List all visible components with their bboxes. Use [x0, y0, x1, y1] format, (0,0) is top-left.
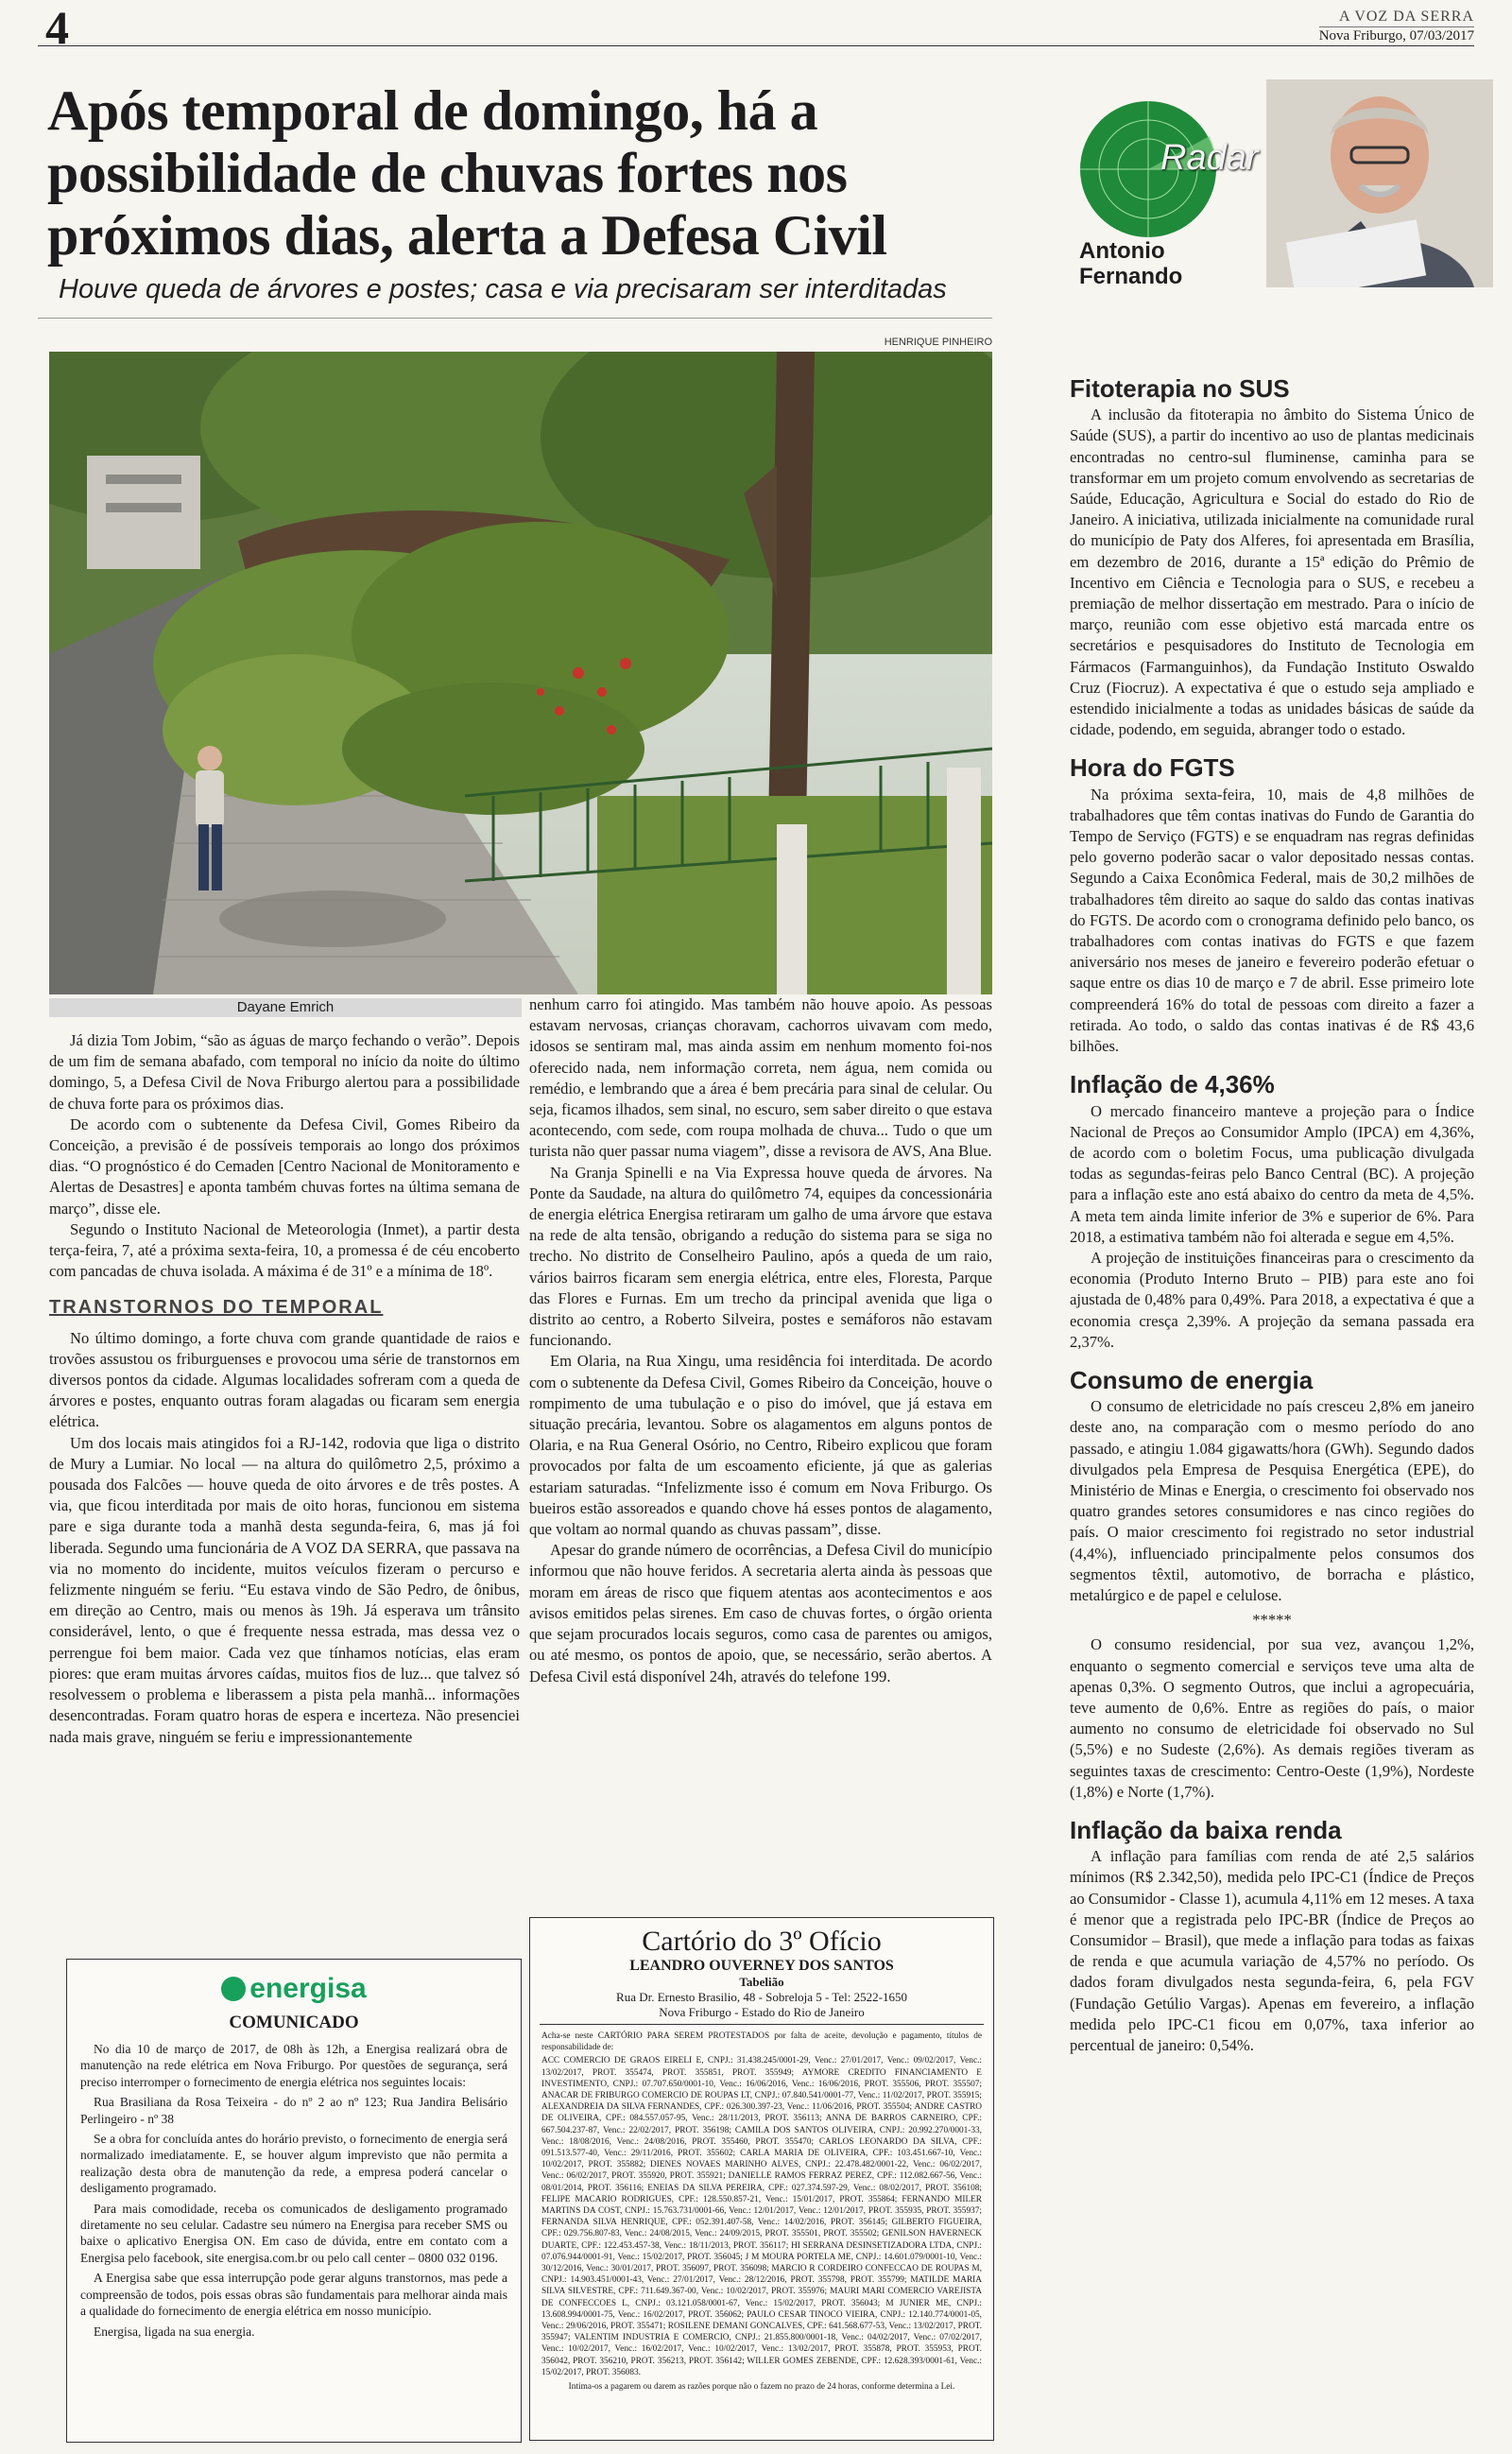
paragraph: Um dos locais mais atingidos foi a RJ-142, rodovia que liga o distrito de Mury a Lumiar. No local — na altura do quilômetro 2,5, próximo a pousada dos Falcões — houve queda de oito árvores e de três postes. A via, que ficou interditada por mais de oito horas, funcionou em sistema pare e siga durante toda a manhã desta segunda-feira, 6, mas já foi liberada. Segundo uma funcionária de A VOZ DA SERRA, que passava na via no momento do incidente, muitos veículos fizeram o percurso e felizmente ninguém se feriu. “Eu estava vindo de São Pedro, de ônibus, em direção ao Centro, mais ou menos às 19h. Já esperava um trânsito considerável, lento, o que é frequente nessa estrada, mas dessa vez o perrengue foi bem maior. Cada vez que tínhamos notícias, elas eram piores: que eram muitas árvores caídas, muitos fios de luz... que talvez só resolvessem o problema e liberassem a pista pela manhã... informações desencontradas. Foram quatro horas de espera e incerteza. Não presenciei nada mais grave, ninguém se feriu e impressionantemente	[49, 1433, 520, 1746]
masthead-title: A VOZ DA SERRA	[1319, 8, 1474, 27]
article-headline: Após temporal de domingo, há a possibilidade de chuvas fortes nos próximos dias, alerta a Defesa Civil	[47, 79, 887, 267]
paragraph: Já dizia Tom Jobim, “são as águas de março fechando o verão”. Depois de um fim de semana abafado, com temporal no início da noite do último domingo, 5, a Defesa Civil de Nova Friburgo alertou para a possibilidade de chuva forte para os próximos dias.	[49, 1031, 520, 1113]
section-separator: *****	[1252, 1611, 1292, 1630]
radar-logo-text: Radar	[1160, 138, 1259, 178]
paragraph: O mercado financeiro manteve a projeção para o Índice Nacional de Preços ao Consumidor Amplo (IPCA) em 4,36%, de acordo com o boletim Focus, uma publicação divulgada todas as segundas-feiras pelo Banco Central (BC). A projeção para a inflação este ano está abaixo do centro da meta de 4,5%. A meta tem ainda limite inferior de 3% e superior de 6%. Para 2018, a estimativa também não foi alterada e segue em 4,5%.	[1070, 1101, 1474, 1246]
article-subhead: Houve queda de árvores e postes; casa e via precisaram ser interditadas	[59, 274, 947, 304]
cartorio-intro: Acha-se neste CARTÓRIO PARA SEREM PROTESTADOS por falta de aceite, devolução e pagamento, títulos de responsabilidade de:	[541, 2031, 982, 2053]
cartorio-city: Nova Friburgo - Estado do Rio de Janeiro	[540, 2005, 984, 2025]
masthead-date: Nova Friburgo, 07/03/2017	[1318, 28, 1474, 43]
column-author: Antonio Fernando	[1079, 238, 1183, 289]
article-column-2	[529, 994, 992, 1687]
paragraph: O consumo residencial, por sua vez, avançou 1,2%, enquanto o segmento comercial e serviços teve uma alta de apenas 0,3%. O segmento Outros, que inclui a agropecuária, teve aumento de 0,6%. Entre as regiões do país, o maior aumento no consumo de eletricidade foi observado no Sul (5,5%) e no Sudeste (2,6%). As demais regiões tiveram as seguintes taxas de crescimento: Centro-Oeste (1,9%), Nordeste (1,8%) e Norte (1,7%).	[1070, 1635, 1474, 1801]
article-column-1	[49, 1030, 520, 1748]
storm-photo	[49, 352, 992, 994]
paragraph: Na próxima sexta-feira, 10, mais de 4,8 milhões de trabalhadores que têm contas inativas do Fundo de Garantia do Tempo de Serviço (FGTS) e se enquadram nas regras definidas pelo governo poderão sacar o valor depositado nessas contas. Segundo a Caixa Econômica Federal, mais de 30,2 milhões de trabalhadores têm direito ao saque do saldo das contas inativas do FGTS. De acordo com o cronograma definido pelo banco, os trabalhadores com contas inativas do FGTS e que fazem aniversário nos meses de janeiro e fevereiro poderão efetuar o saque entre os dias 10 de março e 7 de abril. Esse primeiro lote compreenderá 16% do total de pessoas com direito a fazer a retirada. Ao todo, o saldo das contas inativas é de R$ 43,6 bilhões.	[1070, 785, 1474, 1056]
subhead-rule	[38, 318, 992, 319]
top-rule	[38, 45, 1474, 46]
subsection-title: TRANSTORNOS DO TEMPORAL	[49, 1297, 384, 1319]
paragraph: Segundo o Instituto Nacional de Meteorologia (Inmet), a partir desta terça-feira, 7, até a próxima sexta-feira, 10, a promessa é de céu encoberto com pancadas de chuva isolada. A máxima é de 31º e a mínima de 18º.	[49, 1219, 520, 1281]
paragraph: O consumo de eletricidade no país cresceu 2,8% em janeiro deste ano, na comparação com o mesmo período do ano passado, e atingiu 1.084 gigawatts/hora (GWh). Segundo dados divulgados pela Empresa de Pesquisa Energética (EPE), do Ministério de Minas e Energia, o crescimento foi observado nos quatro grandes setores consumidores e nas cinco regiões do país. O maior crescimento foi registrado no setor industrial (4,4%), influenciado principalmente pelos consumos dos segmentos têxtil, automotivo, de borracha e plástico, metalúrgico e de papel e celulose.	[1070, 1397, 1474, 1604]
energisa-logo-icon	[221, 1977, 246, 2001]
cartorio-body	[530, 2031, 993, 2393]
cartorio-address: Rua Dr. Ernesto Brasilio, 48 - Sobreloja 5 - Tel: 2522-1650	[616, 1990, 907, 2004]
photo-credit: HENRIQUE PINHEIRO	[884, 337, 992, 348]
paragraph: Na Granja Spinelli e na Via Expressa houve queda de árvores. Na Ponte da Saudade, na altura do quilômetro 74, equipes da concessionária de energia elétrica Energisa retiraram um galho de uma árvore que estava na rede de alta tensão, obrigando a redução do sistema para se siga no trecho. No distrito de Conselheiro Paulino, após a queda de um raio, vários bairros ficaram sem energia elétrica, entre eles, Floresta, Parque das Flores e Furnas. Em um trecho da principal avenida que liga o distrito ao centro, a Roberto Silveira, postes e semáforos não estavam funcionando.	[529, 1163, 992, 1350]
notice-paragraph: Rua Brasiliana da Rosa Teixeira - do nº 2 ao nº 123; Rua Jandira Belisário Perlingeiro - nº 38	[80, 2095, 507, 2126]
notice-paragraph: Para mais comodidade, receba os comunicados de desligamento programado diretamente no seu celular. Cadastre seu número na Energisa para receber SMS ou baixe o aplicativo Energisa ON. Em caso de dúvida, entre em contato com a Energisa pelo facebook, site energisa.com.br ou pelo call center – 0800 032 0196.	[80, 2201, 507, 2265]
notice-paragraph: No dia 10 de março de 2017, de 08h às 12h, a Energisa realizará obra de manutenção na rede elétrica em Nova Friburgo. Por questões de segurança, será preciso interromper o fornecimento de energia elétrica nos seguintes locais:	[80, 2042, 507, 2089]
notice-paragraph: Energisa, ligada na sua energia.	[94, 2324, 255, 2339]
paragraph: A projeção de instituições financeiras para o crescimento da economia (Produto Interno Bruto – PIB) para este ano foi ajustada de 0,48% para 0,49%. Para 2018, a expectativa é que a economia cresça 2,39%. A projeção da semana passada era 2,37%.	[1070, 1248, 1474, 1351]
energisa-notice	[66, 1959, 522, 2443]
cartorio-role: Tabelião	[739, 1975, 784, 1989]
paragraph: nenhum carro foi atingido. Mas também não houve apoio. As pessoas estavam nervosas, crianças choravam, cachorros uivavam com medo, idosos se sentiram mal, mas ainda assim em nenhum momento foi-nos oferecido nada, nem informação correta, nem água, nem comida ou remédio, e lembrando que a área é bem precária para sinal de celular. Ou seja, ficamos ilhados, sem sinal, no escuro, sem saber direito o que estava acontecendo, com sede, com roupa molhada de chuva... Tudo o que um turista não quer passar numa viagem”, disse a revisora de AVS, Ana Blue.	[529, 995, 992, 1161]
paragraph: De acordo com o subtenente da Defesa Civil, Gomes Ribeiro da Conceição, a previsão é de possíveis temporais ao longo dos próximos dias. “O prognóstico é do Cemaden [Centro Nacional de Monitoramento e Alertas de Desastres] e aponta também chuvas fortes na última semana de março”, disse ele.	[49, 1115, 520, 1218]
paragraph: No último domingo, a forte chuva com grande quantidade de raios e trovões assustou os friburguenses e provocou uma série de transtornos em diversos pontos da cidade. Algumas localidades sofreram com a queda de árvores e postes, enquanto outras foram alagadas ou ficaram sem energia elétrica.	[49, 1328, 520, 1431]
section-title: Hora do FGTS	[1070, 753, 1235, 783]
cartorio-owner: LEANDRO OUVERNEY DOS SANTOS	[629, 1958, 894, 1974]
notice-body	[67, 2041, 521, 2340]
section-title: Inflação de 4,36%	[1070, 1070, 1275, 1099]
radar-column-body	[1070, 374, 1474, 2056]
cartorio-title: Cartório do 3º Ofício	[642, 1926, 882, 1957]
section-title: Inflação da baixa renda	[1070, 1816, 1342, 1844]
radar-column-header	[1077, 79, 1493, 287]
notice-paragraph: A Energisa sabe que essa interrupção pode gerar alguns transtornos, mas pede a compreensão de todos, pois essas obras são fundamentais para melhorar ainda mais a qualidade do fornecimento de energia elétrica em nosso município.	[80, 2271, 507, 2319]
section-title: Consumo de energia	[1070, 1365, 1314, 1394]
energisa-logo-text: energisa	[249, 1973, 367, 2004]
paragraph: Em Olaria, na Rua Xingu, uma residência foi interditada. De acordo com o subtenente da Defesa Civil, Gomes Ribeiro da Conceição, houve o rompimento de uma tubulação e o piso do imóvel, que já estava em situação precária, levantou. Sobre os alagamentos em alguns pontos de Olaria, e na Rua General Osório, no Centro, Ribeiro explicou que foram provocados por falta de um escoamento eficiente, já que as galerias estariam saturadas. “Infelizmente isso é comum em Nova Friburgo. Os bueiros estão assoreados e quando chove há esses pontos de alagamento, que voltam ao normal quando as chuvas passam”, disse.	[529, 1352, 992, 1539]
paragraph: A inclusão da fitoterapia no âmbito do Sistema Único de Saúde (SUS), a partir do incentivo ao uso de plantas medicinais encontradas no centro-sul fluminense, caminha para se transformar em um projeto comum envolvendo as secretarias de Saúde, Educação, Agricultura e Social do estado do Rio de Janeiro. A iniciativa, utilizada inicialmente na comunidade rural do município de Paty dos Alferes, foi apresentada em Brasília, em dezembro de 2016, durante a 15ª edição do Prêmio de Incentivo em Ciência e Tecnologia para o SUS, e recebeu a premiação de melhor dissertação em mestrado. Para o início de março, reunião com esse objetivo está marcada entre os secretários e pesquisadores do Instituto de Tecnologia em Fármacos (Farmanguinhos), da Fundação Instituto Oswaldo Cruz (Fiocruz). A expectativa é que o estudo seja ampliado e estendido inicialmente a todas as unidades básicas de saúde da cidade, podendo, em seguida, abranger todo o estado.	[1070, 406, 1474, 739]
notice-paragraph: Se a obra for concluída antes do horário previsto, o fornecimento de energia será normalizado imediatamente. E, se houver algum imprevisto que não permita a realização desta obra de manutenção da rede, a empresa poderá cancelar o desligamento programado.	[80, 2132, 507, 2196]
notice-title: COMUNICADO	[229, 2013, 359, 2032]
paragraph: Apesar do grande número de ocorrências, a Defesa Civil do município informou que não houve feridos. A secretaria alerta ainda às pessoas que moram em áreas de risco que fiquem atentas aos acontecimentos e aos avisos emitidos pelas sirenes. Em caso de chuvas fortes, o órgão orienta que sejam procurados locais seguros, como casa de parentes ou amigos, ou até mesmo, os pontos de apoio, que, se necessário, serão abertos. A Defesa Civil está disponível 24h, através do telefone 199.	[529, 1541, 992, 1685]
byline: Dayane Emrich	[49, 998, 522, 1017]
cartorio-list: ACC COMERCIO DE GRAOS EIRELI E, CNPJ.: 31.438.245/0001-29, Venc.: 27/01/2017, Venc.: 09/02/2017, Venc.: 13/02/2017, PROT. 355474, PROT. 355851, PROT. 355949; AYMORE CREDITO FINANCIAMENTO E INVESTIMENTO, CNPJ.: 07.707.650/0001-10, Venc.: 16/06/2016, Venc.: 16/06/2016, PROT. 355506, PROT. 355507; ANACAR DE FRIBURGO COMERCIO DE ROUPAS LT, CNPJ.: 07.840.541/0001-77, Venc.: 11/02/2017, PROT. 355915; ALEXANDREIA DA SILVA FERNANDES, CPF.: 026.300.397-23, Venc.: 11/06/2016, PROT. 355504; ANDRE CASTRO DE OLIVEIRA, CPF.: 084.557.057-95, Venc.: 28/11/2013, PROT. 356113; ANNA DE BARROS CARNEIRO, CPF.: 667.504.237-87, Venc.: 22/02/2017, PROT. 356198; CAMILA DOS SANTOS OLIVEIRA, CNPJ.: 20.992.270/0001-33, Venc.: 18/08/2016, Venc.: 24/08/2016, PROT. 355460, PROT. 355470; CARLOS LEONARDO DA SILVA, CPF.: 091.513.577-40, Venc.: 29/11/2016, PROT. 355602; CARLA MARIA DE OLIVEIRA, CPF.: 103.451.667-10, Venc.: 10/02/2017, PROT. 355882; DIENES NOVAES MARINHO ALVES, CNPJ.: 22.478.482/0001-22, Venc.: 06/02/2017, Venc.: 06/02/2017, PROT. 355920, PROT. 355921; DANIELLE RAMOS FERRAZ PEREZ, CPF.: 112.082.667-56, Venc.: 08/01/2014, PROT. 356116; ENEIAS DA SILVA PEREIRA, CPF.: 027.374.597-29, Venc.: 08/02/2017, PROT. 356108; FELIPE MACARIO RODRIGUES, CPF.: 128.550.857-21, Venc.: 15/01/2017, PROT. 355864; FERNANDO MILER MARTINS DA COST, CNPJ.: 15.763.731/0001-66, Venc.: 12/01/2017, Venc.: 12/01/2017, PROT. 355935, PROT. 355937; FERNANDA SILVA HENRIQUE, CPF.: 052.391.407-58, Venc.: 14/02/2016, PROT. 356145; GILBERTO FIGUEIRA, CPF.: 029.756.807-83, Venc.: 24/08/2015, Venc.: 24/09/2015, PROT. 355501, PROT. 355502; GENILSON HAVERNECK DUARTE, CPF.: 122.453.457-38, Venc.: 18/11/2013, PROT. 356117; HI SERRANA DESINSETIZADORA LTDA, CNPJ.: 07.076.944/0001-91, Venc.: 15/02/2017, PROT. 356045; J M MOURA PORTELA ME, CNPJ.: 14.601.079/0001-10, Venc.: 30/12/2016, Venc.: 30/01/2017, PROT. 356097, PROT. 356098; MARCIO R CORDEIRO CONFECCAO DE ROUPAS M, CNPJ.: 14.903.451/0001-43, Venc.: 27/01/2017, Venc.: 28/12/2016, PROT. 355798, PROT. 355799; MATILDE MARIA SILVA SILVESTRE, CPF.: 711.649.367-00, Venc.: 10/02/2017, PROT. 355976; MAURI MARI COMERCIO VAREJISTA DE CONFECCOES L, CNPJ.: 03.121.058/0001-67, Venc.: 15/02/2017, PROT. 356043; M JUNIER ME, CNPJ.: 13.608.994/0001-75, Venc.: 16/02/2017, PROT. 356062; PAULO CESAR TINOCO VIEIRA, CNPJ.: 12.140.774/0001-05, Venc.: 29/06/2016, PROT. 355471; ROSILENE DEMANI GONCALVES, CPF.: 641.568.677-53, Venc.: 13/02/2017, PROT. 355947; VALENTIM INDUSTRIA E COMERCIO, CNPJ.: 21.855.800/0001-18, Venc.: 04/02/2017, Venc.: 07/02/2017, Venc.: 10/02/2017, Venc.: 16/02/2017, Venc.: 10/02/2017, Venc.: 13/02/2017, PROT. 355878, PROT. 355953, PROT. 356042, PROT. 356210, PROT. 356213, PROT. 356142; WILLER GOMES ZEBENDE, CPF.: 12.628.393/0001-61, Venc.: 15/02/2017, PROT. 356083.	[541, 2056, 982, 2377]
page-number: 4	[45, 1, 69, 54]
masthead	[1319, 8, 1474, 45]
energisa-logo	[67, 1973, 521, 2005]
paragraph: A inflação para famílias com renda de até 2,5 salários mínimos (R$ 2.342,50), medida pelo IPC-C1 (Índice de Preços ao Consumidor - Classe 1), acumula 4,11% em 12 meses. A taxa é menor que a registrada pelo IPC-BR (Índice de Preços ao Consumidor – Brasil), que mede a inflação para todas as faixas de renda e que acumula variação de 4,57% no período. Os dados foram divulgados nesta segunda-feira, 6, pela FGV (Fundação Getúlio Vargas). Apenas em fevereiro, a inflação medida pelo IPC-C1 ficou em 0,07%, taxa inferior ao percentual de janeiro: 0,54%.	[1070, 1847, 1474, 2055]
section-title: Fitoterapia no SUS	[1070, 374, 1290, 403]
cartorio-notice	[529, 1917, 994, 2441]
cartorio-footer: Intima-os a pagarem ou darem as razões porque não o fazem no prazo de 24 horas, conforme determina a Lei.	[568, 2382, 955, 2393]
fallen-tree-photo	[49, 352, 992, 994]
